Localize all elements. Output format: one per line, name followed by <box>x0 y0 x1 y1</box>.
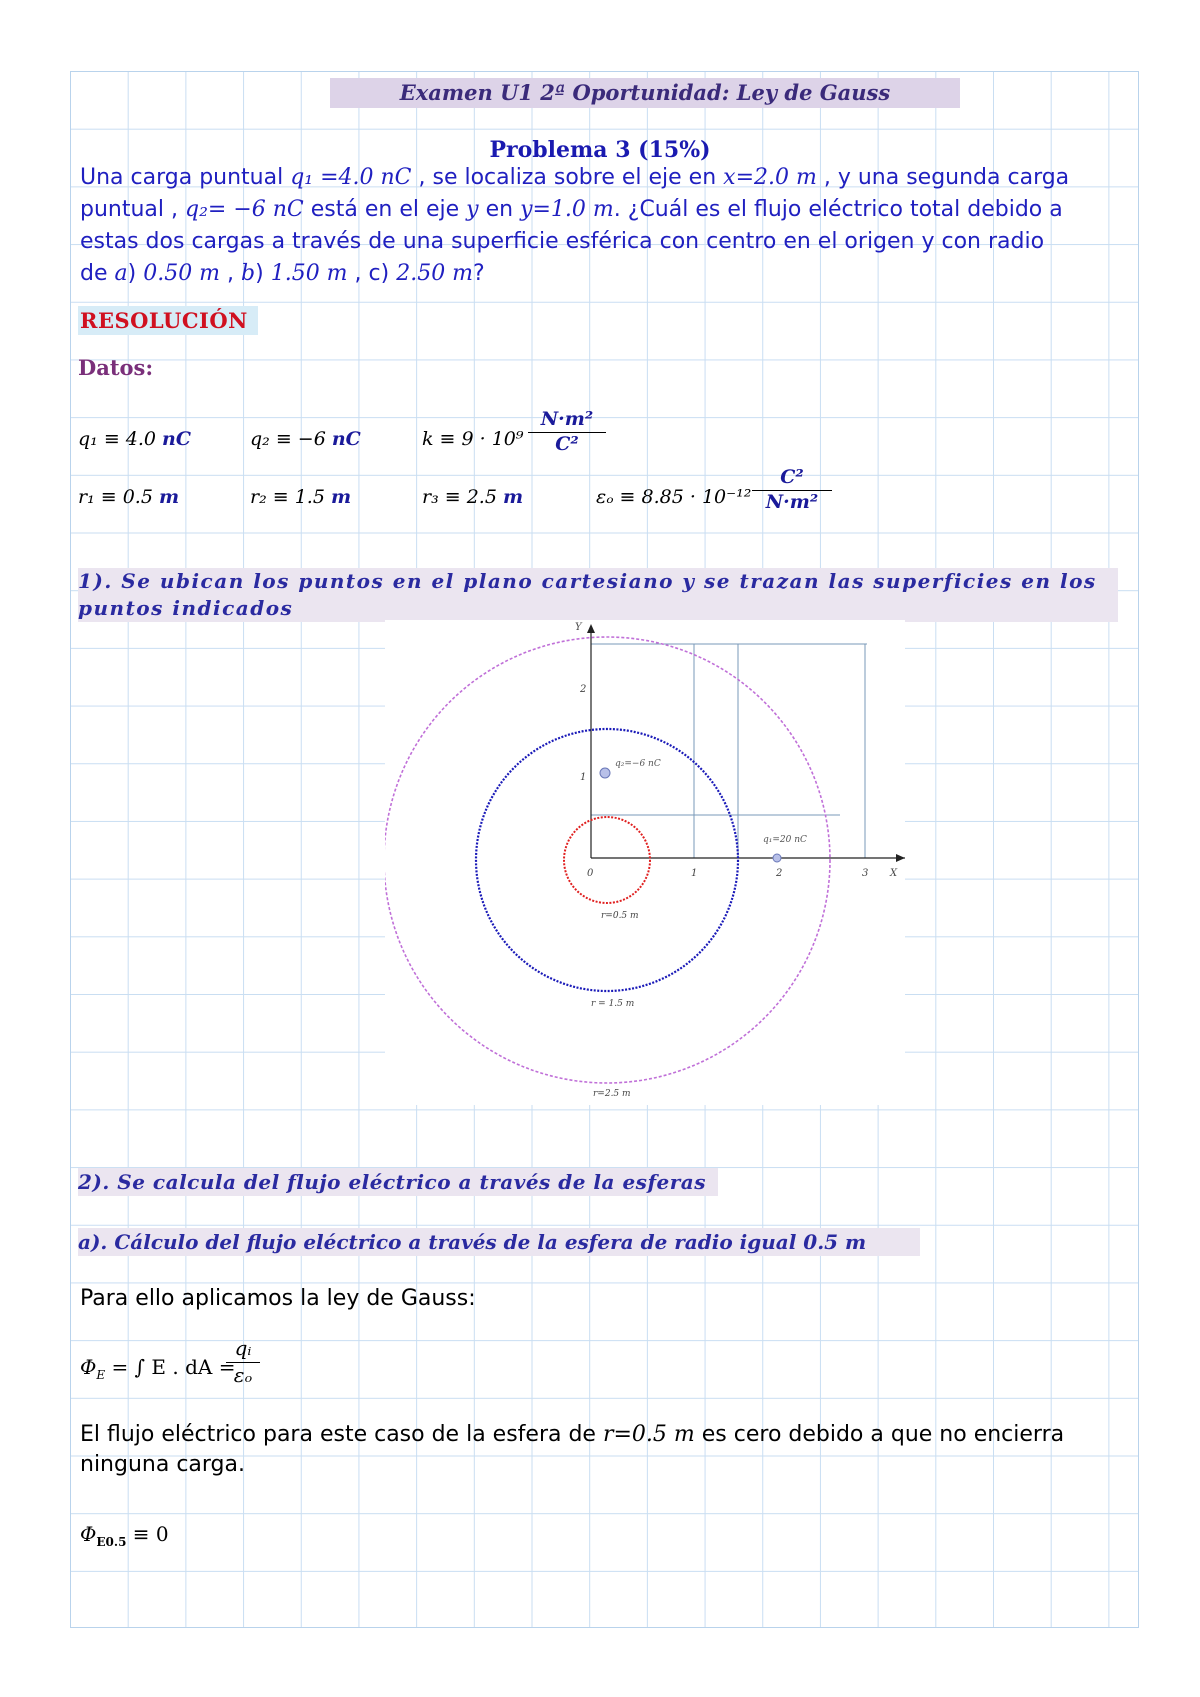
data-k-fraction: N·m² C² <box>528 408 606 455</box>
result-flux-zero: $\Phi_{E0.5} \equiv 0$ <box>80 1522 169 1549</box>
data-epsilon-fraction: C² N·m² <box>752 466 832 513</box>
problem-statement <box>80 162 1130 290</box>
tick-y-2: 2 <box>580 684 587 695</box>
statement-line-3: estas dos cargas a través de una superficie esférica con centro en el origen y con radio <box>80 229 1045 254</box>
charge-1-label: q₁=20 nC <box>763 835 807 845</box>
zero-flux-line-2: ninguna carga. <box>80 1452 245 1477</box>
statement-line-1: Una carga puntual q₁ =4.0 nC , se localiza sobre el eje en x=2.0 m , y una segunda carga <box>80 165 1070 190</box>
problem-title: Problema 3 (15%) <box>489 137 711 163</box>
data-r2: r₂ ≡ 1.5 m <box>250 486 352 508</box>
charge-2-label: q₂=−6 nC <box>615 759 661 769</box>
step-2-heading: 2). Se calcula del flujo eléctrico a través de la esferas <box>78 1168 718 1196</box>
data-epsilon: εₒ ≡ 8.85 · 10⁻¹² <box>596 486 752 508</box>
tick-x-3: 3 <box>862 868 869 879</box>
x-axis-label: X <box>890 868 898 879</box>
data-r3: r₃ ≡ 2.5 m <box>422 486 524 508</box>
gauss-equation: $\Phi_E$ = ∫ E . dA = <box>80 1355 236 1382</box>
figure-background <box>385 620 905 1105</box>
statement-line-4: de a) 0.50 m , b) 1.50 m , c) 2.50 m? <box>80 261 485 286</box>
data-r1: r₁ ≡ 0.5 m <box>78 486 180 508</box>
charge-1-point <box>773 854 781 862</box>
y-axis-label: Y <box>575 622 582 633</box>
statement-line-2: puntual , q₂= −6 nC está en el eje y en y=1.0 m. ¿Cuál es el flujo eléctrico total debido a <box>80 197 1063 222</box>
charge-2-point <box>600 768 610 778</box>
zero-flux-paragraph <box>80 1420 1130 1480</box>
data-q1: q₁ ≡ 4.0 nC <box>78 428 191 450</box>
data-q2: q₂ ≡ −6 nC <box>250 428 361 450</box>
datos-heading: Datos: <box>78 355 154 380</box>
tick-x-2: 2 <box>776 868 783 879</box>
radius-label-r3: r=2.5 m <box>593 1089 631 1099</box>
tick-y-1: 1 <box>580 772 587 783</box>
gauss-intro: Para ello aplicamos la ley de Gauss: <box>80 1286 476 1311</box>
data-k: k ≡ 9 · 10⁹ <box>422 428 524 450</box>
radius-label-r1: r=0.5 m <box>601 911 639 921</box>
radius-label-r2: r = 1.5 m <box>591 999 635 1009</box>
exam-title: Examen U1 2ª Oportunidad: Ley de Gauss <box>330 78 960 108</box>
step-1-heading: 1). Se ubican los puntos en el plano cartesiano y se trazan las superficies en los puntos indicados <box>78 568 1118 622</box>
tick-x-1: 1 <box>691 868 698 879</box>
step-a-heading: a). Cálculo del flujo eléctrico a través de la esfera de radio igual 0.5 m <box>78 1228 920 1256</box>
tick-x-0: 0 <box>587 868 594 879</box>
resolution-heading: RESOLUCIÓN <box>78 306 258 335</box>
gauss-figure <box>385 620 905 1105</box>
zero-flux-line-1: El flujo eléctrico para este caso de la esfera de r=0.5 m es cero debido a que no encierra <box>80 1422 1065 1447</box>
gauss-fraction: qᵢ εₒ <box>226 1336 260 1387</box>
